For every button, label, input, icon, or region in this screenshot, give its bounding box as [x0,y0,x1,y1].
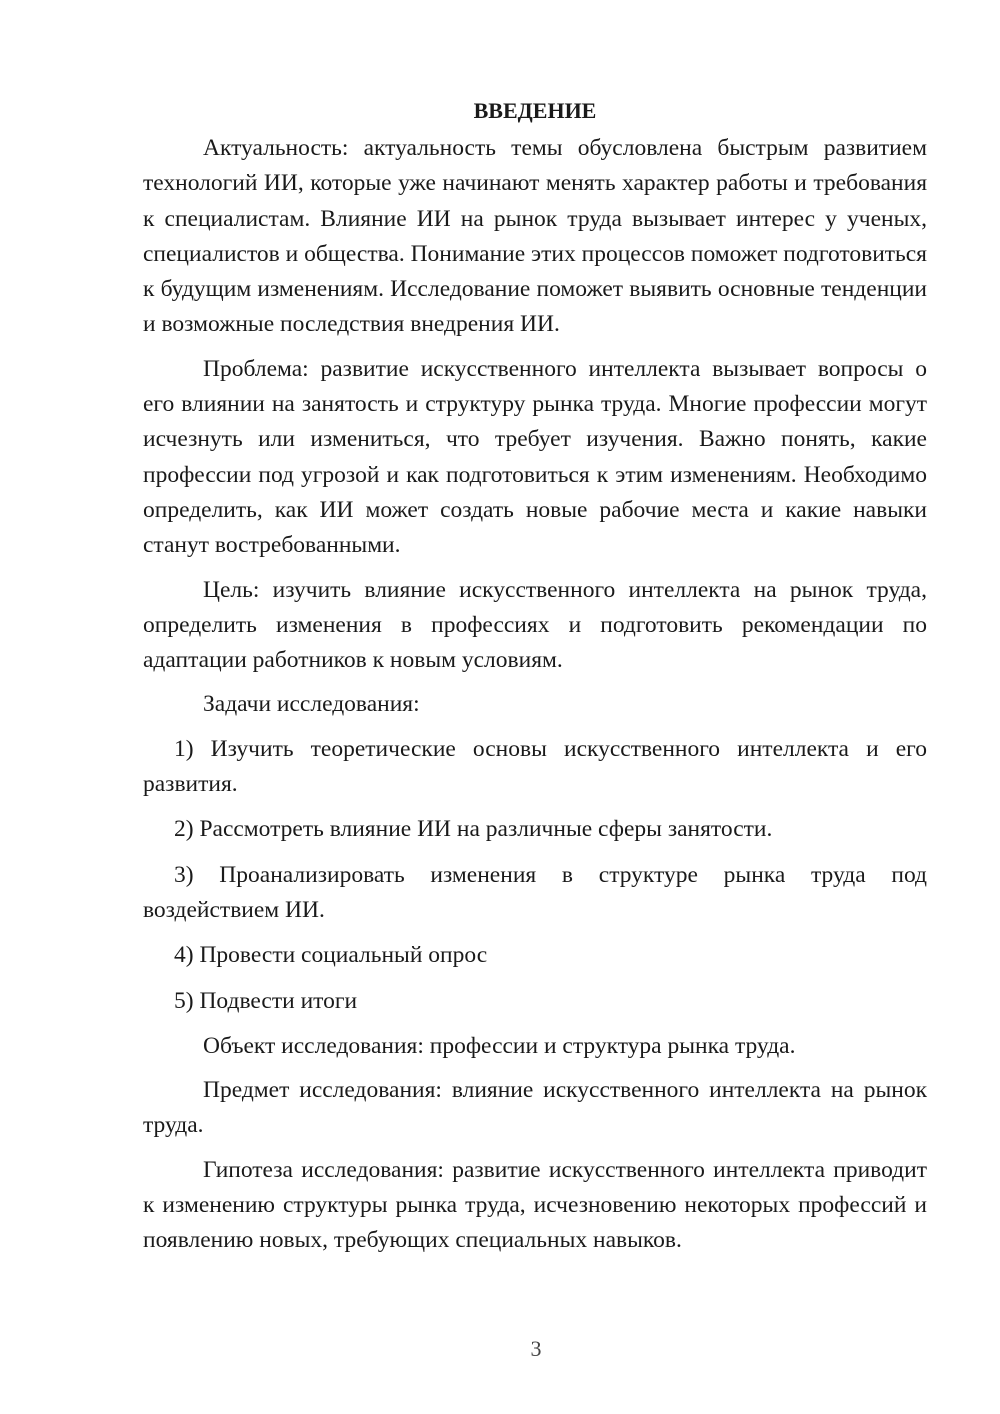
page-content [143,93,927,1268]
paragraph-object: Объект исследования: профессии и структура рынка труда. [203,1032,796,1059]
paragraph-goal: Цель: изучить влияние искусственного интеллекта на рынок труда, определить изменения в профессиях и подготовить рекомендации по адаптации работников к новым условиям. [143,576,927,674]
paragraph-problem: Проблема: развитие искусственного интеллекта вызывает вопросы о его влиянии на занятость и структуру рынка труда. Многие профессии могут исчезнуть или измениться, что требует изучения. Важно понять, какие профессии под угрозой и как подготовиться к этим изменениям. Необходимо определить, как ИИ может создать новые рабочие места и какие навыки станут востребованными. [143,355,927,559]
task-item: 1) Изучить теоретические основы искусственного интеллекта и его развития. [143,735,927,798]
paragraph-subject: Предмет исследования: влияние искусственного интеллекта на рынок труда. [143,1077,927,1139]
page-number: 3 [530,1336,542,1361]
task-item: 2) Рассмотреть влияние ИИ на различные сферы занятости. [174,816,773,843]
tasks-heading: Задачи исследования: [203,691,420,718]
task-item: 4) Провести социальный опрос [174,942,488,969]
task-item: 3) Проанализировать изменения в структуре рынка труда под воздействием ИИ. [143,861,927,923]
page-title: ВВЕДЕНИЕ [473,98,597,123]
task-item: 5) Подвести итоги [174,987,358,1014]
paragraph-relevance: Актуальность: актуальность темы обусловлена быстрым развитием технологий ИИ, которые уже начинают менять характер работы и требования к специалистам. Влияние ИИ на рынок труда вызывает интерес у ученых, специалистов и общества. Понимание этих процессов поможет подготовиться к будущим изменениям. Исследование поможет выявить основные тенденции и возможные последствия внедрения ИИ. [143,135,927,338]
paragraph-hypothesis: Гипотеза исследования: развитие искусственного интеллекта приводит к изменению структуры рынка труда, исчезновению некоторых профессий и появлению новых, требующих специальных навыков. [143,1156,927,1254]
